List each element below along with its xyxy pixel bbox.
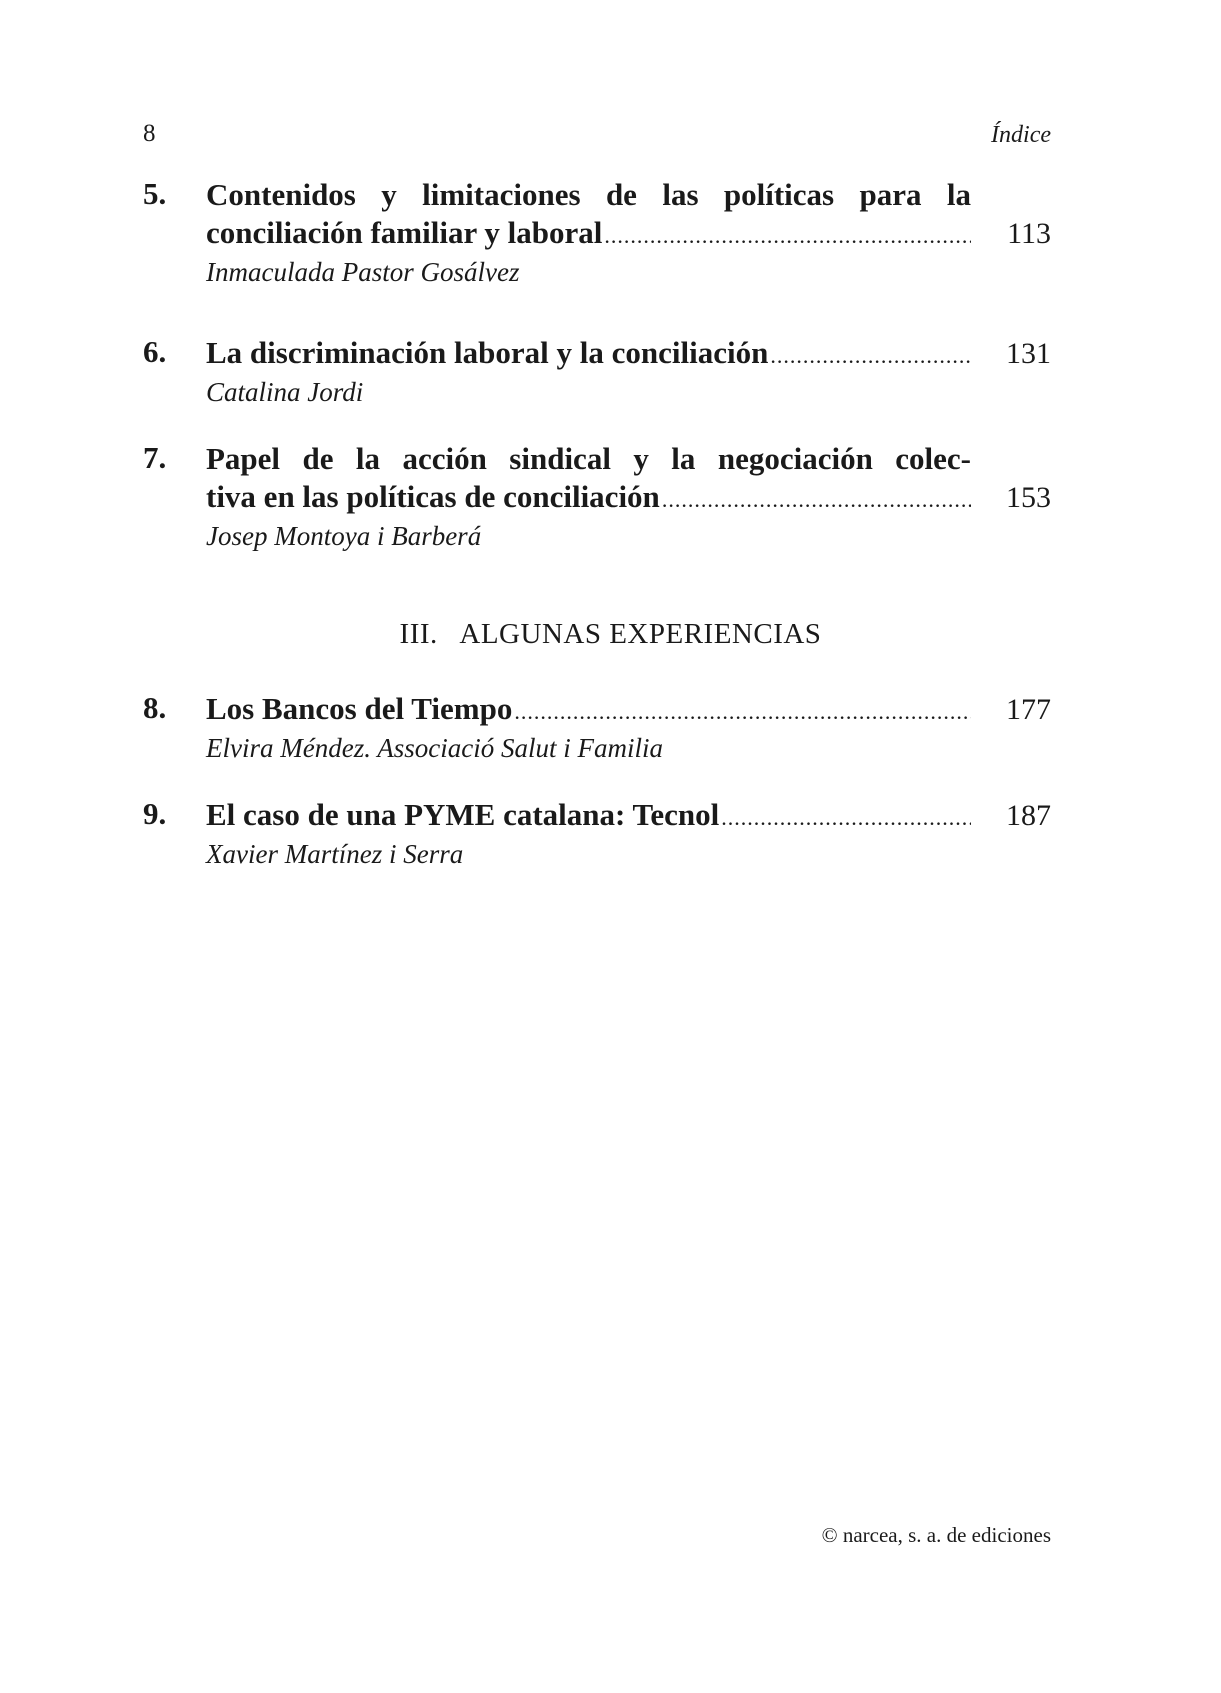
entry-author: Catalina Jordi	[206, 377, 364, 407]
entry-page-number: 153	[1006, 481, 1051, 514]
toc-entry-5[interactable]	[143, 176, 1051, 289]
toc-entry-8[interactable]	[143, 690, 1051, 765]
dot-leader	[662, 481, 971, 519]
toc-entry-7[interactable]	[143, 440, 1051, 553]
entry-number: 5.	[143, 176, 167, 211]
entry-number: 6.	[143, 334, 167, 369]
entry-number: 9.	[143, 796, 167, 831]
section-heading: III. ALGUNAS EXPERIENCIAS	[399, 618, 822, 650]
page-number: 8	[143, 120, 156, 147]
dot-leader	[721, 799, 971, 837]
entry-title-line: Papel de la acción sindical y la negociación colec-	[206, 441, 971, 476]
entry-page-number: 177	[1006, 693, 1051, 726]
dot-leader	[604, 217, 971, 255]
entry-author: Xavier Martínez i Serra	[206, 839, 464, 869]
entry-page-number: 131	[1006, 337, 1051, 370]
copyright-footer: © narcea, s. a. de ediciones	[821, 1523, 1051, 1547]
entry-page-number: 113	[1007, 217, 1051, 250]
entry-page-number: 187	[1006, 799, 1051, 832]
entry-number: 8.	[143, 690, 167, 725]
entry-title-line: Contenidos y limitaciones de las políticas para la	[206, 177, 971, 212]
entry-title-last-line: El caso de una PYME catalana: Tecnol	[206, 797, 720, 832]
entry-author: Inmaculada Pastor Gosálvez	[206, 257, 520, 287]
dot-leader	[514, 693, 971, 731]
entry-number: 7.	[143, 440, 167, 475]
entry-title-last-line: La discriminación laboral y la conciliación	[206, 335, 769, 370]
running-title: Índice	[991, 122, 1051, 148]
toc-entry-9[interactable]	[143, 796, 1051, 871]
entry-author: Elvira Méndez. Associació Salut i Familia	[206, 733, 663, 763]
dot-leader	[770, 337, 971, 375]
entry-title-last-line: tiva en las políticas de conciliación	[206, 479, 660, 514]
entry-title-last-line: conciliación familiar y laboral	[206, 215, 603, 250]
toc-entry-6[interactable]	[143, 334, 1051, 409]
entry-author: Josep Montoya i Barberá	[206, 521, 482, 551]
entry-title-last-line: Los Bancos del Tiempo	[206, 691, 513, 726]
